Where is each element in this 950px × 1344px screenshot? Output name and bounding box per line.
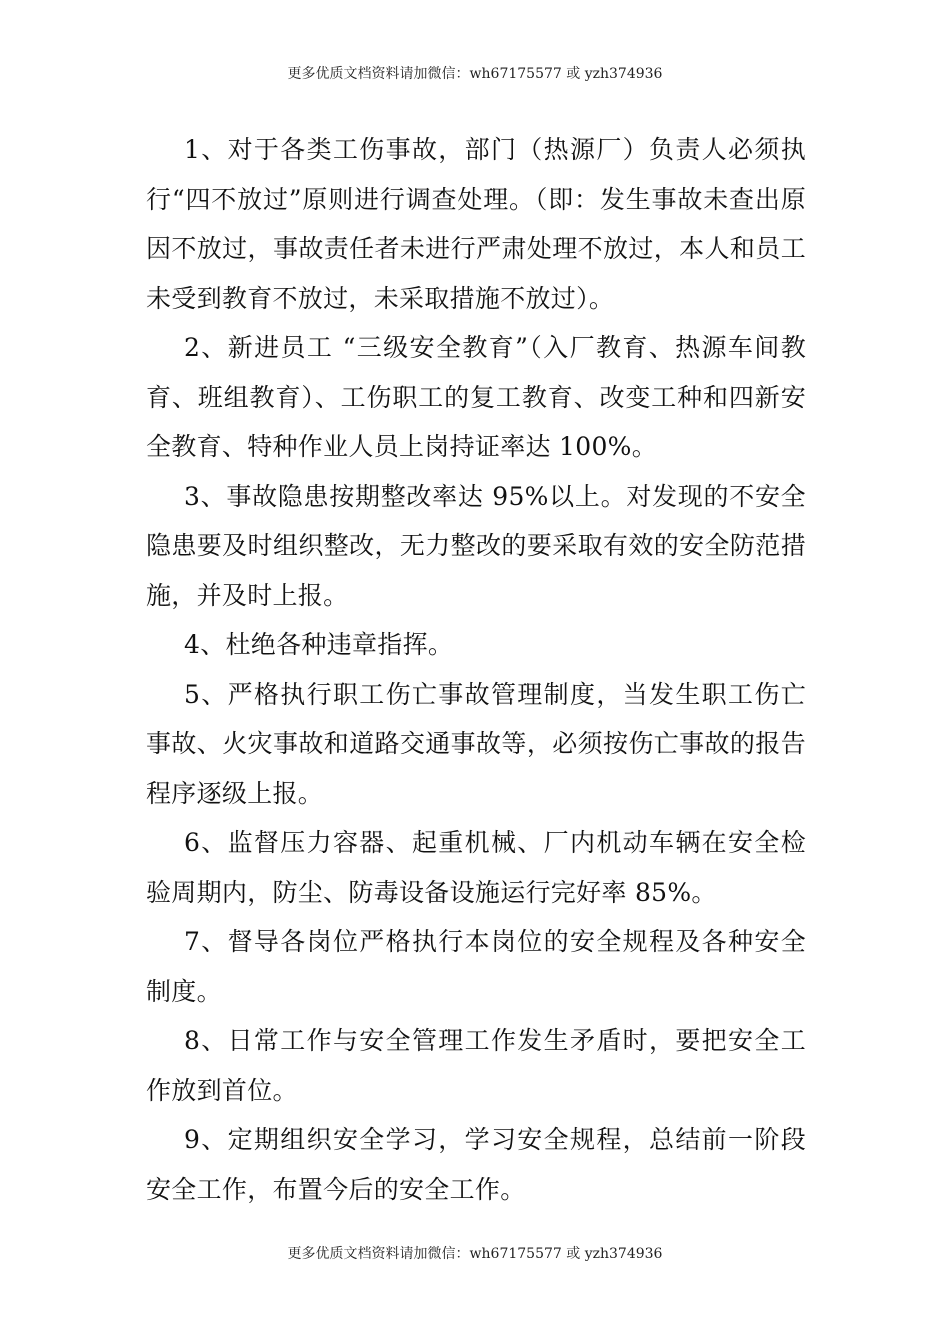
paragraph-4: 4、杜绝各种违章指挥。	[184, 630, 454, 659]
paragraph-6: 6、监督压力容器、起重机械、厂内机动车辆在安全检验周期内，防尘、防毒设备设施运行完好率 85%。	[146, 828, 806, 907]
paragraph-2: 2、新进员工 “三级安全教育”（入厂教育、热源车间教育、班组教育）、工伤职工的复工教育、改变工种和四新安全教育、特种作业人员上岗持证率达 100%。	[146, 333, 806, 461]
paragraph-5: 5、严格执行职工伤亡事故管理制度，当发生职工伤亡事故、火灾事故和道路交通事故等，必须按伤亡事故的报告程序逐级上报。	[146, 679, 806, 808]
paragraph-1: 1、对于各类工伤事故，部门（热源厂）负责人必须执行“四不放过”原则进行调查处理。（即：发生事故未查出原因不放过，事故责任者未进行严肃处理不放过，本人和员工未受到教育不放过，未采取措施不放过）。	[146, 135, 806, 313]
page-footer: 更多优质文档资料请加微信：wh67175577 或 yzh374936	[287, 1246, 663, 1262]
page-header: 更多优质文档资料请加微信：wh67175577 或 yzh374936	[287, 66, 663, 82]
paragraph-3: 3、事故隐患按期整改率达 95%以上。对发现的不安全隐患要及时组织整改，无力整改的要采取有效的安全防范措施，并及时上报。	[146, 481, 806, 610]
paragraph-9: 9、定期组织安全学习，学习安全规程，总结前一阶段安全工作，布置今后的安全工作。	[146, 1125, 806, 1204]
paragraph-8: 8、日常工作与安全管理工作发生矛盾时，要把安全工作放到首位。	[146, 1026, 806, 1105]
paragraph-7: 7、督导各岗位严格执行本岗位的安全规程及各种安全制度。	[146, 927, 806, 1006]
document-body	[146, 125, 806, 1214]
